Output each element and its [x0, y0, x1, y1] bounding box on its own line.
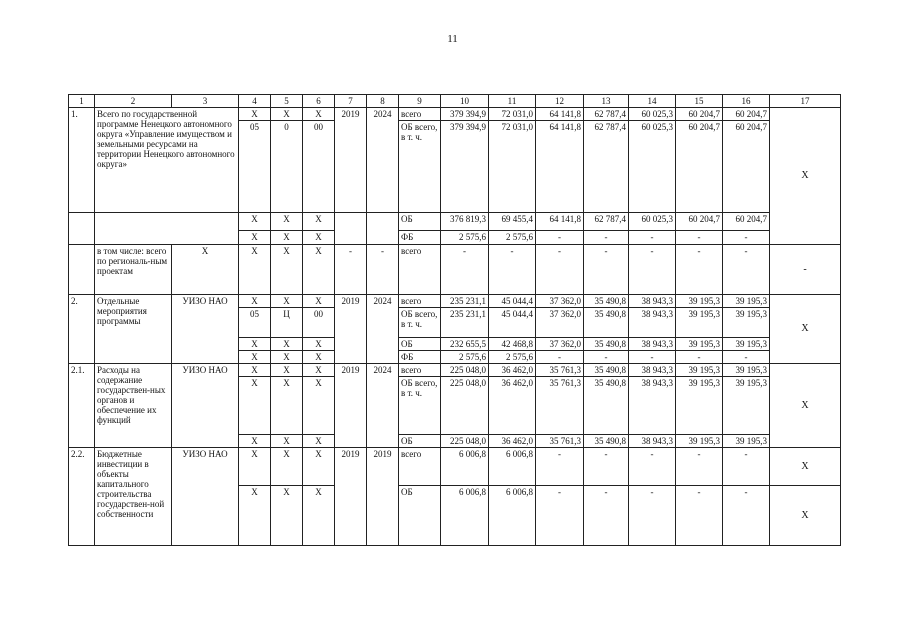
table-cell: Х [239, 338, 271, 351]
header-cell: 16 [723, 95, 770, 108]
table-cell: - [584, 231, 629, 245]
table-cell: - [536, 245, 584, 295]
header-cell: 10 [441, 95, 489, 108]
table-cell: 35 490,8 [584, 295, 629, 308]
table-cell: 60 204,7 [676, 213, 723, 231]
table-cell: - [629, 245, 676, 295]
table-cell: Х [303, 213, 335, 231]
table-cell: 2 575,6 [489, 351, 536, 364]
table-cell: Х [239, 108, 271, 121]
table-cell: Ц [271, 308, 303, 338]
table-cell: Х [239, 448, 271, 486]
table-cell: 235 231,1 [441, 295, 489, 308]
table-cell: 39 195,3 [676, 435, 723, 448]
table-cell: 39 195,3 [676, 377, 723, 435]
table-cell: - [536, 351, 584, 364]
table-cell: - [536, 486, 584, 546]
table-cell: 37 362,0 [536, 308, 584, 338]
table-cell: 72 031,0 [489, 121, 536, 213]
table-cell: Х [770, 448, 841, 486]
table-row [69, 295, 841, 308]
table-cell: 42 468,8 [489, 338, 536, 351]
table-cell: 37 362,0 [536, 338, 584, 351]
table-cell: 64 141,8 [536, 108, 584, 121]
table-cell: 72 031,0 [489, 108, 536, 121]
table-cell: Х [303, 338, 335, 351]
table-cell: 38 943,3 [629, 435, 676, 448]
table-cell: - [629, 486, 676, 546]
table-cell: ОБ всего, в т. ч. [399, 377, 441, 435]
row-number: 1. [69, 108, 95, 213]
table-cell: всего [399, 364, 441, 377]
row-executor: УИЗО НАО [172, 448, 239, 546]
table-row [69, 108, 841, 121]
table-cell: Х [303, 377, 335, 435]
table-cell: 37 362,0 [536, 295, 584, 308]
header-row [69, 95, 841, 108]
table-cell: 39 195,3 [723, 338, 770, 351]
table-cell: Х [239, 213, 271, 231]
table-cell: 2019 [335, 448, 367, 546]
table-cell: Х [303, 448, 335, 486]
header-cell: 11 [489, 95, 536, 108]
row-number: 2. [69, 295, 95, 364]
table-cell: 6 006,8 [489, 486, 536, 546]
table-cell: ОБ всего, в т. ч. [399, 308, 441, 338]
table-cell: Х [770, 486, 841, 546]
table-cell: Х [271, 351, 303, 364]
table-cell: Х [239, 486, 271, 546]
table-cell [335, 213, 367, 245]
table-cell: 2024 [367, 295, 399, 364]
table-cell: 60 204,7 [676, 108, 723, 121]
table-cell: Х [271, 213, 303, 231]
table-cell: 39 195,3 [723, 377, 770, 435]
row-name: Всего по государственной программе Ненецкого автономного округа «Управление имуществом и земельными ресурсами на территории Ненецкого автономного округа» [95, 108, 239, 213]
table-cell: Х [303, 295, 335, 308]
table-cell: 39 195,3 [676, 338, 723, 351]
header-cell: 8 [367, 95, 399, 108]
table-cell: Х [239, 351, 271, 364]
table-cell: 35 761,3 [536, 364, 584, 377]
table-cell: ОБ [399, 486, 441, 546]
table-cell: 60 025,3 [629, 121, 676, 213]
table-cell: 39 195,3 [676, 364, 723, 377]
table-cell: - [723, 231, 770, 245]
table-cell: Х [770, 364, 841, 448]
table-cell: 36 462,0 [489, 364, 536, 377]
table-cell: Х [239, 231, 271, 245]
table-cell: - [676, 351, 723, 364]
row-name: Отдельные мероприятия программы [95, 295, 172, 364]
table-cell: 2019 [335, 108, 367, 213]
table-cell: 2019 [335, 295, 367, 364]
table-cell: Х [271, 231, 303, 245]
table-cell: Х [303, 486, 335, 546]
table-cell: - [723, 486, 770, 546]
header-cell: 13 [584, 95, 629, 108]
table-cell: 2 575,6 [489, 231, 536, 245]
header-cell: 15 [676, 95, 723, 108]
table-cell: - [723, 448, 770, 486]
table-cell: 60 204,7 [723, 213, 770, 231]
table-cell: Х [271, 245, 303, 295]
table-cell: - [770, 245, 841, 295]
table-cell: ОБ всего, в т. ч. [399, 121, 441, 213]
table-cell: Х [271, 377, 303, 435]
table-cell: 05 [239, 308, 271, 338]
table-cell: 39 195,3 [723, 308, 770, 338]
table-cell: 35 761,3 [536, 377, 584, 435]
row-executor: УИЗО НАО [172, 364, 239, 448]
table-cell [367, 213, 399, 245]
table-cell: 45 044,4 [489, 295, 536, 308]
table-cell: 376 819,3 [441, 213, 489, 231]
table-cell: Х [770, 295, 841, 364]
table-cell: - [489, 245, 536, 295]
table-cell: - [629, 351, 676, 364]
header-cell: 2 [95, 95, 172, 108]
table-cell: Х [239, 377, 271, 435]
table-cell: 38 943,3 [629, 295, 676, 308]
table-cell: Х [271, 448, 303, 486]
table-cell: всего [399, 448, 441, 486]
table-cell: - [584, 486, 629, 546]
table-cell: 0 [271, 121, 303, 213]
row-name: Расходы на содержание государствен-ных органов и обеспечение их функций [95, 364, 172, 448]
table-cell: Х [239, 364, 271, 377]
table-cell [69, 245, 95, 295]
table-cell: 38 943,3 [629, 364, 676, 377]
header-cell: 17 [770, 95, 841, 108]
table-cell: 35 490,8 [584, 308, 629, 338]
table-cell: - [584, 351, 629, 364]
table-cell [95, 213, 239, 245]
table-cell: 38 943,3 [629, 338, 676, 351]
header-cell: 4 [239, 95, 271, 108]
row-number: 2.2. [69, 448, 95, 546]
table-cell: 2024 [367, 364, 399, 448]
table-cell: 225 048,0 [441, 377, 489, 435]
table-cell: 35 490,8 [584, 364, 629, 377]
table-cell: Х [271, 338, 303, 351]
table-cell: 39 195,3 [723, 295, 770, 308]
table-cell: Х [303, 245, 335, 295]
row-executor: Х [172, 245, 239, 295]
table-cell: 225 048,0 [441, 364, 489, 377]
table-cell: 2 575,6 [441, 351, 489, 364]
table-cell: Х [303, 435, 335, 448]
table-cell: Х [770, 108, 841, 245]
table-cell: - [367, 245, 399, 295]
table-cell: 36 462,0 [489, 377, 536, 435]
table-cell: 225 048,0 [441, 435, 489, 448]
table-cell: 62 787,4 [584, 213, 629, 231]
table-cell: ФБ [399, 231, 441, 245]
table-cell: 39 195,3 [723, 435, 770, 448]
header-cell: 7 [335, 95, 367, 108]
table-cell: 60 025,3 [629, 108, 676, 121]
table-cell: - [536, 231, 584, 245]
row-name: Бюджетные инвестиции в объекты капитального строительства государствен-ной собственности [95, 448, 172, 546]
table-cell: ФБ [399, 351, 441, 364]
table-cell: 60 204,7 [723, 108, 770, 121]
table-cell: - [536, 448, 584, 486]
table-cell: 2019 [367, 448, 399, 546]
table-cell: 2024 [367, 108, 399, 213]
table-cell: 69 455,4 [489, 213, 536, 231]
table-cell: - [676, 486, 723, 546]
header-cell: 1 [69, 95, 95, 108]
table-cell: всего [399, 108, 441, 121]
table-cell: - [584, 245, 629, 295]
row-executor: УИЗО НАО [172, 295, 239, 364]
table-cell: Х [271, 364, 303, 377]
page-number: 11 [447, 33, 458, 45]
table-cell: Х [303, 351, 335, 364]
table-cell: Х [303, 231, 335, 245]
table-cell: 45 044,4 [489, 308, 536, 338]
table-cell: - [584, 448, 629, 486]
table-cell: 39 195,3 [723, 364, 770, 377]
header-cell: 6 [303, 95, 335, 108]
row-number: 2.1. [69, 364, 95, 448]
table-row [69, 213, 841, 231]
header-cell: 5 [271, 95, 303, 108]
table-cell [69, 213, 95, 245]
header-cell: 3 [172, 95, 239, 108]
header-cell: 9 [399, 95, 441, 108]
table-cell: ОБ [399, 213, 441, 231]
table-cell: 05 [239, 121, 271, 213]
table-cell: 60 204,7 [676, 121, 723, 213]
table-cell: 35 490,8 [584, 338, 629, 351]
table-cell: Х [239, 245, 271, 295]
table-cell: - [629, 231, 676, 245]
table-cell: 38 943,3 [629, 308, 676, 338]
table-cell: - [335, 245, 367, 295]
table-cell: 232 655,5 [441, 338, 489, 351]
table-cell: 379 394,9 [441, 108, 489, 121]
table-cell: всего [399, 245, 441, 295]
table-cell: Х [239, 435, 271, 448]
table-row [69, 364, 841, 377]
table-cell: Х [303, 108, 335, 121]
table-cell: - [723, 351, 770, 364]
table-cell: 36 462,0 [489, 435, 536, 448]
table-cell: - [676, 245, 723, 295]
table-row [69, 245, 841, 295]
table-cell: 00 [303, 308, 335, 338]
budget-table [68, 94, 841, 546]
table-cell: 2 575,6 [441, 231, 489, 245]
table-cell: 6 006,8 [441, 448, 489, 486]
table-cell: 39 195,3 [676, 308, 723, 338]
table-cell: - [676, 231, 723, 245]
table-cell: 35 490,8 [584, 377, 629, 435]
table-cell: - [629, 448, 676, 486]
header-cell: 14 [629, 95, 676, 108]
table-cell: Х [303, 364, 335, 377]
table-cell: - [723, 245, 770, 295]
table-cell: 60 204,7 [723, 121, 770, 213]
table-cell: - [441, 245, 489, 295]
table-cell: 35 761,3 [536, 435, 584, 448]
row-name: в том числе: всего по региональ-ным проектам [95, 245, 172, 295]
table-cell: всего [399, 295, 441, 308]
table-cell: Х [239, 295, 271, 308]
table-cell: 38 943,3 [629, 377, 676, 435]
table-cell: 35 490,8 [584, 435, 629, 448]
table-cell: 2019 [335, 364, 367, 448]
table-cell: 60 025,3 [629, 213, 676, 231]
table-cell: 235 231,1 [441, 308, 489, 338]
table-cell: - [676, 448, 723, 486]
table-cell: 6 006,8 [489, 448, 536, 486]
table-cell: 6 006,8 [441, 486, 489, 546]
table-cell: Х [271, 295, 303, 308]
table-cell: 379 394,9 [441, 121, 489, 213]
table-cell: 62 787,4 [584, 121, 629, 213]
table-cell: Х [271, 108, 303, 121]
table-cell: 64 141,8 [536, 121, 584, 213]
table-cell: ОБ [399, 338, 441, 351]
table-cell: Х [271, 435, 303, 448]
header-cell: 12 [536, 95, 584, 108]
table-cell: 62 787,4 [584, 108, 629, 121]
table-cell: 00 [303, 121, 335, 213]
table-cell: Х [271, 486, 303, 546]
table-cell: ОБ [399, 435, 441, 448]
table-row [69, 448, 841, 486]
table-cell: 39 195,3 [676, 295, 723, 308]
table-cell: 64 141,8 [536, 213, 584, 231]
